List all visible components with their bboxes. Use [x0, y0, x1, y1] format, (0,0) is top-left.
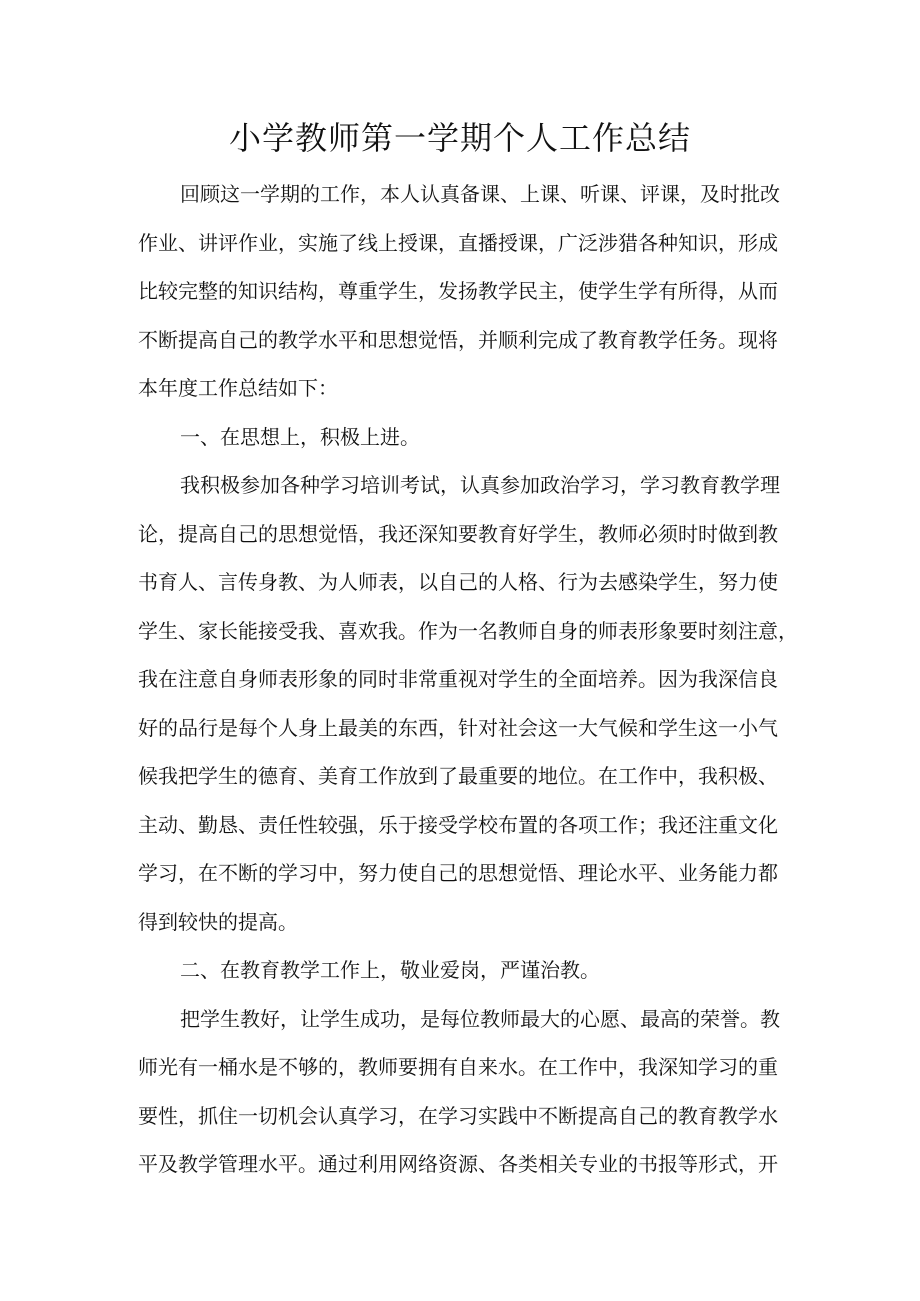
body-paragraph	[138, 995, 786, 1189]
body-paragraph	[138, 461, 798, 946]
document-title: 小学教师第一学期个人工作总结	[228, 119, 691, 157]
text-line: 作业、讲评作业，实施了线上授课，直播授课，广泛涉猎各种知识，形成	[138, 230, 778, 255]
document-body	[138, 170, 798, 1189]
text-line: 我积极参加各种学习培训考试，认真参加政治学习，学习教育教学理	[180, 473, 780, 497]
text-line: 二、在教育教学工作上，敬业爱岗，严谨治教。	[180, 958, 600, 982]
text-line: 平及教学管理水平。通过利用网络资源、各类相关专业的书报等形式，开	[138, 1152, 778, 1176]
text-line: 学生、家长能接受我、喜欢我。作为一名教师自身的师表形象要时刻注意，	[138, 618, 798, 643]
text-line: 书育人、言传身教、为人师表，以自己的人格、行为去感染学生，努力使	[138, 570, 778, 594]
text-line: 主动、勤恳、责任性较强，乐于接受学校布置的各项工作；我还注重文化	[138, 812, 778, 837]
text-line: 把学生教好，让学生成功，是每位教师最大的心愿、最高的荣誉。教	[180, 1006, 780, 1031]
text-line: 得到较快的提高。	[138, 909, 298, 934]
text-line: 学习，在不断的学习中，努力使自己的思想觉悟、理论水平、业务能力都	[138, 861, 778, 885]
text-line: 不断提高自己的教学水平和思想觉悟，并顺利完成了教育教学任务。现将	[138, 327, 778, 352]
text-line: 一、在思想上，积极上进。	[180, 424, 420, 449]
section-heading	[138, 413, 786, 462]
text-line: 本年度工作总结如下：	[138, 376, 338, 400]
section-heading	[138, 946, 786, 995]
text-line: 好的品行是每个人身上最美的东西，针对社会这一大气候和学生这一小气	[138, 715, 778, 740]
text-line: 要性，抓住一切机会认真学习，在学习实践中不断提高自己的教育教学水	[138, 1103, 778, 1128]
text-line: 比较完整的知识结构，尊重学生，发扬教学民主，使学生学有所得，从而	[138, 279, 778, 303]
text-line: 回顾这一学期的工作，本人认真备课、上课、听课、评课，及时批改	[180, 182, 780, 206]
body-paragraph	[138, 170, 786, 413]
text-line: 我在注意自身师表形象的同时非常重视对学生的全面培养。因为我深信良	[138, 667, 778, 691]
text-line: 候我把学生的德育、美育工作放到了最重要的地位。在工作中，我积极、	[138, 764, 778, 788]
text-line: 师光有一桶水是不够的，教师要拥有自来水。在工作中，我深知学习的重	[138, 1055, 778, 1079]
text-line: 论，提高自己的思想觉悟，我还深知要教育好学生，教师必须时时做到教	[138, 521, 778, 546]
